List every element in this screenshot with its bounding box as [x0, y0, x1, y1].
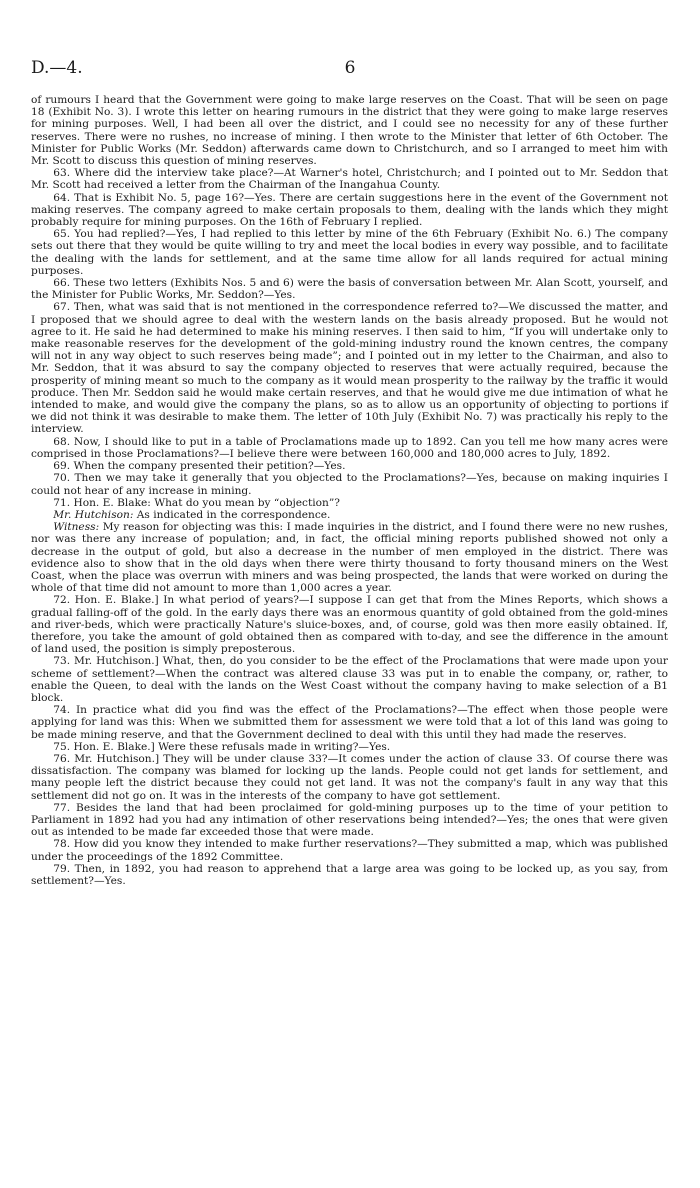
statement-text: My reason for objecting was this: I made inquiries in the district, and I found there were no new rushes, nor was there any increase of population; and, in fact, the official mining reports published showed not only a decrease in the output of gold, but also a decrease in the number of men employed in the district. There was evidence also to show that in the old days when there were thirty thousand to forty thousand miners on the West Coast, when the place was overrun with miners and was being prospected, the lands that were worked on during the whole of that time did not amount to more than 1,000 acres a year.: [31, 521, 669, 595]
remark-text: As indicated in the correspondence.: [136, 508, 331, 521]
page-number: 6: [344, 58, 356, 78]
question-79: 79. Then, in 1892, you had reason to apprehend that a large area was going to be locked up, as you say, from settlement?—Yes.: [31, 862, 668, 887]
question-70: 70. Then we may take it generally that you objected to the Proclamations?—Yes, because on making inquiries I could not hear of any increase in mining.: [31, 472, 668, 497]
body-text: [31, 94, 668, 887]
speaker-name: Mr. Hutchison:: [53, 508, 134, 521]
question-66: 66. These two letters (Exhibits Nos. 5 and 6) were the basis of conversation between Mr. Alan Scott, yourself, and the Minister for Public Works, Mr. Seddon?—Yes.: [31, 277, 668, 302]
question-67: 67. Then, what was said that is not mentioned in the correspondence referred to?—We discussed the matter, and I proposed that we should agree to deal with the western lands on the basis already proposed. But he would not agree to it. He said he had determined to make his mining reserves. I then said to him, “If you will undertake only to make reasonable reserves for the development of the gold-mining industry round the known centres, the company will not in any way object to such reserves being made”; and I pointed out in my letter to the Chairman, and also to Mr. Seddon, that it was absurd to say the company objected to reserves that were actually required, because the prosperity of mining meant so much to the company as it would mean prosperity to the railway by the traffic it would produce. Then Mr. Seddon said he would make certain reserves, and that he would give me due intimation of what he intended to make, and would give the company the plans, so as to allow us an opportunity of objecting to portions if we did not think it was desirable to make them. The letter of 10th July (Exhibit No. 7) was practically his reply to the interview.: [31, 301, 668, 436]
witness-statement: [31, 521, 668, 594]
page-header: [31, 58, 669, 82]
question-78: 78. How did you know they intended to make further reservations?—They submitted a map, which was published under the proceedings of the 1892 Committee.: [31, 838, 668, 863]
question-65: 65. You had replied?—Yes, I had replied to this letter by mine of the 6th February (Exhibit No. 6.) The company sets out there that they would be quite willing to try and meet the local bodies in every way possible, and to facilitate the dealing with the lands for settlement, and at the same time allow for all lands required for actual mining purposes.: [31, 228, 668, 277]
hutchison-remark: [31, 509, 668, 521]
question-75: 75. Hon. E. Blake.] Were these refusals made in writing?—Yes.: [53, 740, 391, 753]
question-74: 74. In practice what did you find was the effect of the Proclamations?—The effect when those people were applying for land was this: When we submitted them for assessment we were told that a lot of this land was going to be made mining reserve, and that the Government declined to deal with this until they had made the reserves.: [31, 704, 668, 741]
paragraph: of rumours I heard that the Government were going to make large reserves on the Coast. That will be seen on page 18 (Exhibit No. 3). I wrote this letter on hearing rumours in the district that they were going to make large reserves for mining purposes. Well, I had been all over the district, and I could see no necessity for any of these further reserves. There were no rushes, no increase of mining. I then wrote to the Minister that letter of 6th October. The Minister for Public Works (Mr. Seddon) afterwards came down to Christchurch, and so I arranged to meet him with Mr. Scott to discuss this question of mining reserves.: [31, 94, 668, 168]
question-63: 63. Where did the interview take place?—At Warner's hotel, Christchurch; and I pointed out to Mr. Seddon that Mr. Scott had received a letter from the Chairman of the Inangahua County.: [31, 167, 668, 192]
question-69: 69. When the company presented their petition?—Yes.: [53, 460, 346, 473]
question-64: 64. That is Exhibit No. 5, page 16?—Yes. There are certain suggestions here in the event of the Government not making reserves. The company agreed to make certain proposals to them, dealing with the lands which they might probably require for mining purposes. On the 16th of February I replied.: [31, 191, 668, 229]
question-77: 77. Besides the land that had been proclaimed for gold-mining purposes up to the time of your petition to Parliament in 1892 had you had any intimation of other reservations being intended?—Yes; the ones that were given out as intended to be made far exceeded those that were made.: [31, 801, 668, 839]
question-73: 73. Mr. Hutchison.] What, then, do you consider to be the effect of the Proclamations that were made upon your scheme of settlement?—When the contract was altered clause 33 was put in to enable the company, or, rather, to enable the Queen, to deal with the lands on the West Coast without the company having to make selection of a B1 block.: [31, 655, 668, 704]
question-68: 68. Now, I should like to put in a table of Proclamations made up to 1892. Can you tell me how many acres were comprised in those Proclamations?—I believe there were between 160,000 and 180,000 acres to July, 1892.: [31, 435, 668, 460]
question-71: 71. Hon. E. Blake: What do you mean by “objection”?: [53, 496, 340, 509]
question-72: 72. Hon. E. Blake.] In what period of years?—I suppose I can get that from the Mines Reports, which shows a gradual falling-off of the gold. In the early days there was an enormous quantity of gold obtained from the gold-mines and river-beds, which were practically Nature's sluice-boxes, and, of course, gold was then more easily obtained. If, therefore, you take the amount of gold obtained then as compared with to-day, and see the difference in the amount of land used, the position is simply preposterous.: [31, 594, 668, 656]
document-code: D.—4.: [31, 58, 83, 78]
question-76: 76. Mr. Hutchison.] They will be under clause 33?—It comes under the action of clause 33. Of course there was dissatisfaction. The company was blamed for locking up the lands. People could not get lands for settlement, and many people left the district because they could not get land. It was not the company's fault in any way that this settlement did not go on. It was in the interests of the company to have got settlement.: [31, 752, 668, 802]
speaker-name: Witness:: [53, 521, 100, 534]
